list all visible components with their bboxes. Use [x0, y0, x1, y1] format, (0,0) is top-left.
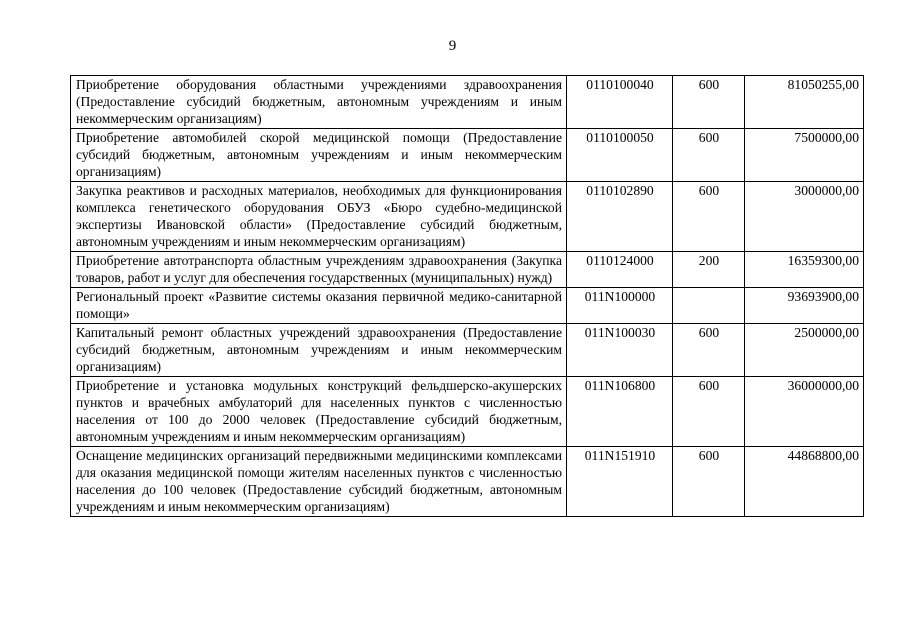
row-amount: 3000000,00: [745, 182, 864, 252]
table-row: [71, 76, 864, 129]
row-description: Оснащение медицинских организаций передвижными медицинскими комплексами для оказания медицинской помощи жителям населенных пунктов с численностью населения до 100 человек (Предоставление субсидий бюджетным, автономным учреждениям и иным некоммерческим организациям): [71, 447, 567, 517]
table-row: [71, 447, 864, 517]
table-row: [71, 324, 864, 377]
row-description: Приобретение и установка модульных конструкций фельдшерско-акушерских пунктов и врачебных амбулаторий для населенных пунктов с численностью населения от 100 до 2000 человек (Предоставление субсидий бюджетным, автономным учреждениям и иным некоммерческим организациям): [71, 377, 567, 447]
row-description: Региональный проект «Развитие системы оказания первичной медико-санитарной помощи»: [71, 288, 567, 324]
row-amount: 7500000,00: [745, 129, 864, 182]
row-description: Приобретение автотранспорта областным учреждениям здравоохранения (Закупка товаров, работ и услуг для обеспечения государственных (муниципальных) нужд): [71, 252, 567, 288]
row-amount: 93693900,00: [745, 288, 864, 324]
row-amount: 44868800,00: [745, 447, 864, 517]
row-target-code: 011N100030: [567, 324, 673, 377]
row-expense-type: 600: [673, 182, 745, 252]
row-description: Приобретение автомобилей скорой медицинской помощи (Предоставление субсидий бюджетным, автономным учреждениям и иным некоммерческим организациям): [71, 129, 567, 182]
row-description: Закупка реактивов и расходных материалов, необходимых для функционирования комплекса генетического оборудования ОБУЗ «Бюро судебно-медицинской экспертизы Ивановской области» (Предоставление субсидий бюджетным, автономным учреждениям и иным некоммерческим организациям): [71, 182, 567, 252]
row-target-code: 0110100050: [567, 129, 673, 182]
row-target-code: 0110100040: [567, 76, 673, 129]
row-amount: 81050255,00: [745, 76, 864, 129]
table-row: [71, 288, 864, 324]
row-expense-type: [673, 288, 745, 324]
table-row: [71, 252, 864, 288]
page-number: 9: [448, 38, 457, 54]
table-row: [71, 182, 864, 252]
row-amount: 16359300,00: [745, 252, 864, 288]
row-target-code: 0110102890: [567, 182, 673, 252]
table-row: [71, 377, 864, 447]
row-target-code: 011N106800: [567, 377, 673, 447]
budget-table-body: [71, 76, 864, 517]
row-expense-type: 200: [673, 252, 745, 288]
row-expense-type: 600: [673, 447, 745, 517]
row-target-code: 0110124000: [567, 252, 673, 288]
row-expense-type: 600: [673, 129, 745, 182]
row-expense-type: 600: [673, 377, 745, 447]
budget-table: [70, 75, 864, 517]
row-amount: 36000000,00: [745, 377, 864, 447]
row-expense-type: 600: [673, 76, 745, 129]
row-target-code: 011N151910: [567, 447, 673, 517]
row-target-code: 011N100000: [567, 288, 673, 324]
row-expense-type: 600: [673, 324, 745, 377]
row-amount: 2500000,00: [745, 324, 864, 377]
table-row: [71, 129, 864, 182]
row-description: Приобретение оборудования областными учреждениями здравоохранения (Предоставление субсидий бюджетным, автономным учреждениям и иным некоммерческим организациям): [71, 76, 567, 129]
row-description: Капитальный ремонт областных учреждений здравоохранения (Предоставление субсидий бюджетным, автономным учреждениям и иным некоммерческим организациям): [71, 324, 567, 377]
